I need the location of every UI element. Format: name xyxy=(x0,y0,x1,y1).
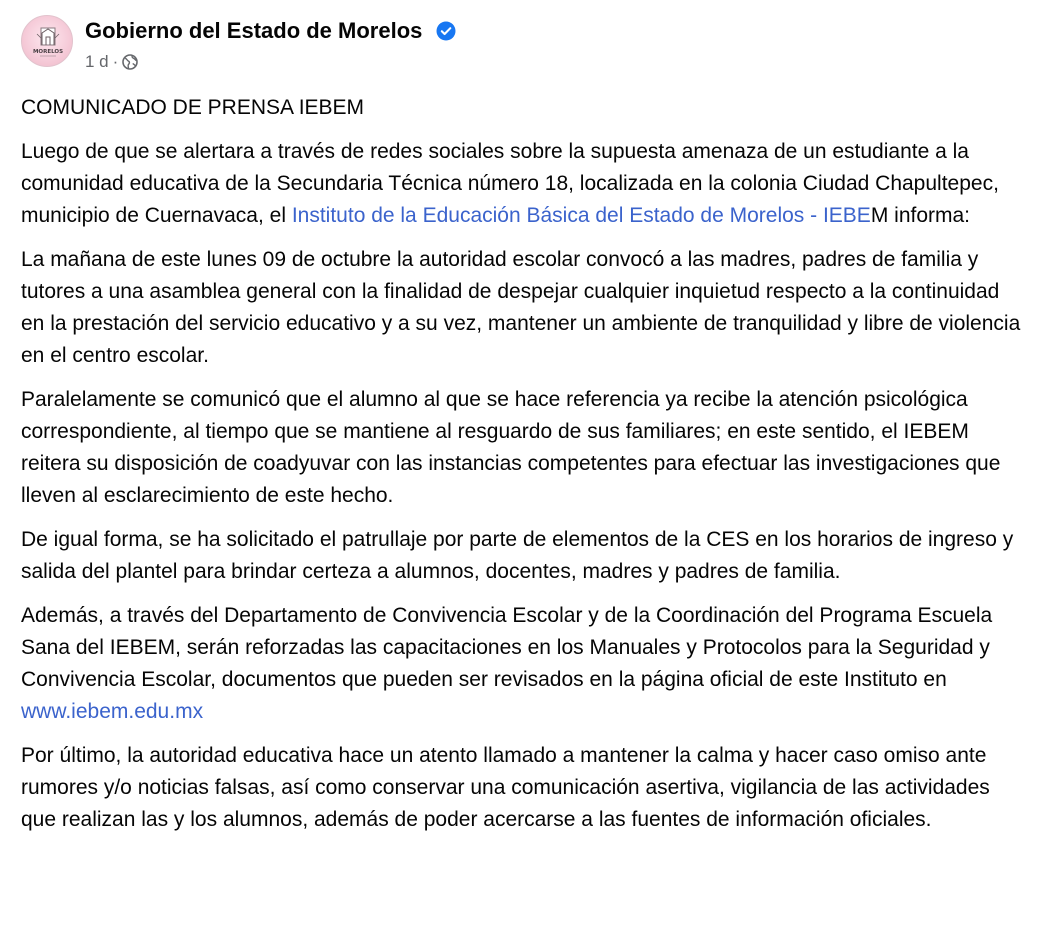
paragraph-text: M informa: xyxy=(870,204,971,227)
meta-separator: · xyxy=(112,52,119,71)
page-name-label: Gobierno del Estado de Morelos xyxy=(85,18,423,43)
iebem-website-link[interactable]: www.iebem.edu.mx xyxy=(21,700,204,723)
post-paragraph-heading: COMUNICADO DE PRENSA IEBEM xyxy=(21,96,365,119)
post-paragraph: Por último, la autoridad educativa hace un atento llamado a mantener la calma y hacer caso omiso ante rumores y/o noticias falsas, así como conservar una comunicación asertiva, vigilancia de las actividades que realizan las y los alumnos, además de poder acercarse a las fuentes de información oficiales. xyxy=(21,744,990,831)
post-meta xyxy=(85,52,138,72)
iebem-page-link[interactable]: Instituto de la Educación Básica del Estado de Morelos - IEBE xyxy=(291,204,871,227)
verified-badge-icon xyxy=(436,21,456,47)
paragraph-text: Además, a través del Departamento de Convivencia Escolar y de la Coordinación del Programa Escuela Sana del IEBEM, serán reforzadas las capacitaciones en los Manuales y Protocolos para la Seguridad y Convivencia Escolar, documentos que pueden ser revisados en la página oficial de este Instituto en xyxy=(21,604,993,691)
post-timestamp[interactable]: 1 d xyxy=(85,52,109,71)
paragraph-text: Luego de que se alertara a través de redes sociales sobre la supuesta amenaza de un estudiante a la comunidad educativa de la Secundaria Técnica número 18, localizada en la colonia Ciudad Chapultepec, municipio de Cuernavaca, el xyxy=(21,140,999,227)
page-avatar[interactable] xyxy=(21,15,73,67)
post-paragraph: La mañana de este lunes 09 de octubre la autoridad escolar convocó a las madres, padres de familia y tutores a una asamblea general con la finalidad de despejar cualquier inquietud respecto a la continuidad en la prestación del servicio educativo y a su vez, mantener un ambiente de tranquilidad y libre de violencia en el centro escolar. xyxy=(21,248,1021,367)
post-paragraph: Paralelamente se comunicó que el alumno al que se hace referencia ya recibe la atención psicológica correspondiente, al tiempo que se mantiene al resguardo de sus familiares; en este sentido, el IEBEM reitera su disposición de coadyuvar con las instancias competentes para efectuar las investigaciones que lleven al esclarecimiento de este hecho. xyxy=(21,388,1001,507)
morelos-logo-icon xyxy=(22,16,73,67)
page-name[interactable] xyxy=(85,18,456,47)
post-paragraph xyxy=(21,600,1026,728)
post-body xyxy=(21,92,1026,848)
post-paragraph xyxy=(21,136,1026,232)
svg-text:MORELOS: MORELOS xyxy=(32,49,64,55)
post-header xyxy=(21,15,1021,75)
globe-icon[interactable] xyxy=(122,54,138,70)
post-paragraph: De igual forma, se ha solicitado el patrullaje por parte de elementos de la CES en los horarios de ingreso y salida del plantel para brindar certeza a alumnos, docentes, madres y padres de familia. xyxy=(21,528,1014,583)
